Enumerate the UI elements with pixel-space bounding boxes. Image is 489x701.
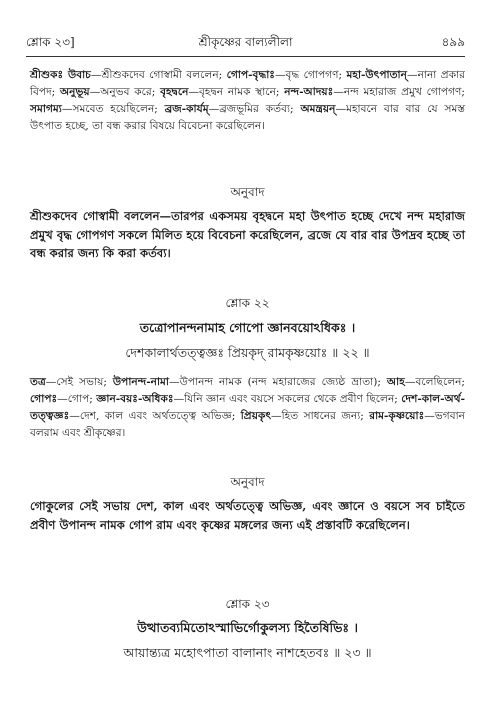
verse-heading: শ্লোক ২২ (225, 296, 270, 310)
translation-paragraph: গোকুলের সেই সভায় দেশ, কাল এবং অর্থতত্ত্বে অভিজ্ঞ, এবং জ্ঞানে ও বয়সে সব চাইতে প্রবীণ উপানন্দ নামক গোপ রাম এবং কৃষ্ণের মঙ্গলের জন্য এই প্রস্তাবটি করেছিলেন। (30, 499, 465, 532)
gloss-meaning: —ভগবান বলরাম এবং শ্রীকৃষ্ণের। (30, 410, 465, 439)
verse-reference: শ্লোক ২৩] (26, 35, 75, 49)
gloss-meaning: —যিনি জ্ঞান এবং বয়সে সকলের থেকে প্রবীণ ছিলেন; (173, 393, 402, 405)
verse-line-1: তত্রোপানন্দনামাহ গোপো জ্ঞানবয়োঽধিকঃ । (139, 320, 356, 335)
gloss-meaning: —নন্দ মহারাজ প্রমুখ গোপগণ; (333, 86, 466, 98)
gloss-term: বৃহদ্বনে (160, 86, 189, 98)
gloss-term: গোপ-বৃদ্ধাঃ (226, 69, 275, 81)
gloss-meaning: —উপানন্দ নামক (নন্দ মহারাজের জ্যেষ্ঠ ভ্রাতা); (169, 376, 387, 388)
translation-heading-2-wrap (30, 474, 465, 494)
gloss-term: জ্ঞান-বয়ঃ-অধিকঃ (96, 393, 174, 405)
gloss-term: তত্র (30, 376, 46, 388)
running-title: শ্রীকৃষ্ণের বাল্যলীলা (198, 35, 293, 49)
verse-23 (30, 596, 465, 686)
translation-1 (30, 207, 465, 263)
gloss-term: উপানন্দ-নামা (112, 376, 170, 388)
gloss-meaning: —শ্রীশুকদেব গোস্বামী বললেন; (90, 69, 227, 81)
gloss-term: রাম-কৃষ্ণয়োঃ (369, 410, 425, 422)
gloss-term: অনুভূয় (60, 86, 90, 98)
page-number: ৪৯৯ (441, 35, 465, 49)
gloss-meaning: —সেই সভায়; (45, 376, 113, 388)
translation-heading-1-wrap (30, 184, 465, 204)
gloss-meaning: —বলেছিলেন; (404, 376, 465, 388)
gloss-term: ব্রজ-কার্যম্ (164, 103, 209, 115)
verse-line-2: আয়ান্ত্যত্র মহোৎপাতা বালানাং নাশহেতবঃ ॥ ২৩ ॥ (123, 645, 372, 660)
gloss-meaning: —মহাবনে বার বার যে সমস্ত উৎপাত হচ্ছে, তা বন্ধ করার বিষয়ে বিবেচনা করেছিলেন। (30, 103, 465, 132)
gloss-term: অমন্ত্রয়ন্ (300, 103, 336, 115)
verse-22 (30, 295, 465, 385)
gloss-term: প্রিয়কৃৎ (240, 410, 272, 422)
gloss-term: দেশ-কাল-অর্থ-তত্ত্বজ্ঞঃ (30, 393, 465, 422)
gloss-meaning: —সমবেত হয়েছিলেন; (61, 103, 165, 115)
translation-heading: অনুবাদ (230, 475, 265, 489)
verse-line-2: দেশকালার্থতত্ত্বজ্ঞঃ প্রিয়কৃদ্ রামকৃষ্ণয়োঃ ॥ ২২ ॥ (125, 345, 370, 360)
gloss-term: সমাগম্য (30, 103, 62, 115)
page-header (26, 34, 465, 54)
translation-paragraph: শ্রীশুকদেব গোস্বামী বললেন—তারপর একসময় বৃহদ্বনে মহা উৎপাত হচ্ছে দেখে নন্দ মহারাজ প্রমুখ বৃদ্ধ গোপগণ সকলে মিলিত হয়ে বিবেচনা করেছিলেন, ব্রজে যে বার বার উপদ্রব হচ্ছে তা বন্ধ করার জন্য কি করা কর্তব্য। (30, 209, 465, 260)
verse-line-1: উত্থাতব্যমিতোঽস্মাভির্গোকুলস্য হিতৈষিভিঃ । (137, 620, 358, 635)
gloss-meaning: —অনুভব করে; (89, 86, 161, 98)
word-meanings-1 (30, 67, 465, 135)
gloss-term: গোপঃ (30, 393, 58, 405)
gloss-meaning: —বৃহদ্বন নামক স্থানে; (188, 86, 285, 98)
gloss-term: আহ (386, 376, 405, 388)
verse-heading: শ্লোক ২৩ (225, 597, 270, 611)
gloss-term: শ্রীশুকঃ উবাচ (30, 69, 91, 81)
word-meanings-2 (30, 374, 465, 442)
gloss-meaning: —ব্রজভূমির কর্তব্য; (208, 103, 301, 115)
synonyms-paragraph-2 (30, 374, 465, 442)
gloss-term: নন্দ-আদয়ঃ (284, 86, 334, 98)
gloss-meaning: —বৃদ্ধ গোপগণ; (274, 69, 347, 81)
synonyms-paragraph-1 (30, 67, 465, 135)
gloss-meaning: —দেশ, কাল এবং অর্থতত্ত্বে অভিজ্ঞ; (69, 410, 241, 422)
gloss-meaning: —হিত সাধনের জন্য; (271, 410, 370, 422)
gloss-term: মহা-উৎপাতান্ (346, 69, 407, 81)
header-rule (26, 56, 465, 57)
translation-2 (30, 497, 465, 534)
translation-heading: অনুবাদ (230, 185, 265, 199)
gloss-meaning: —গোপ; (57, 393, 97, 405)
gloss-meaning: —নানা প্রকার বিপদ; (30, 69, 466, 98)
